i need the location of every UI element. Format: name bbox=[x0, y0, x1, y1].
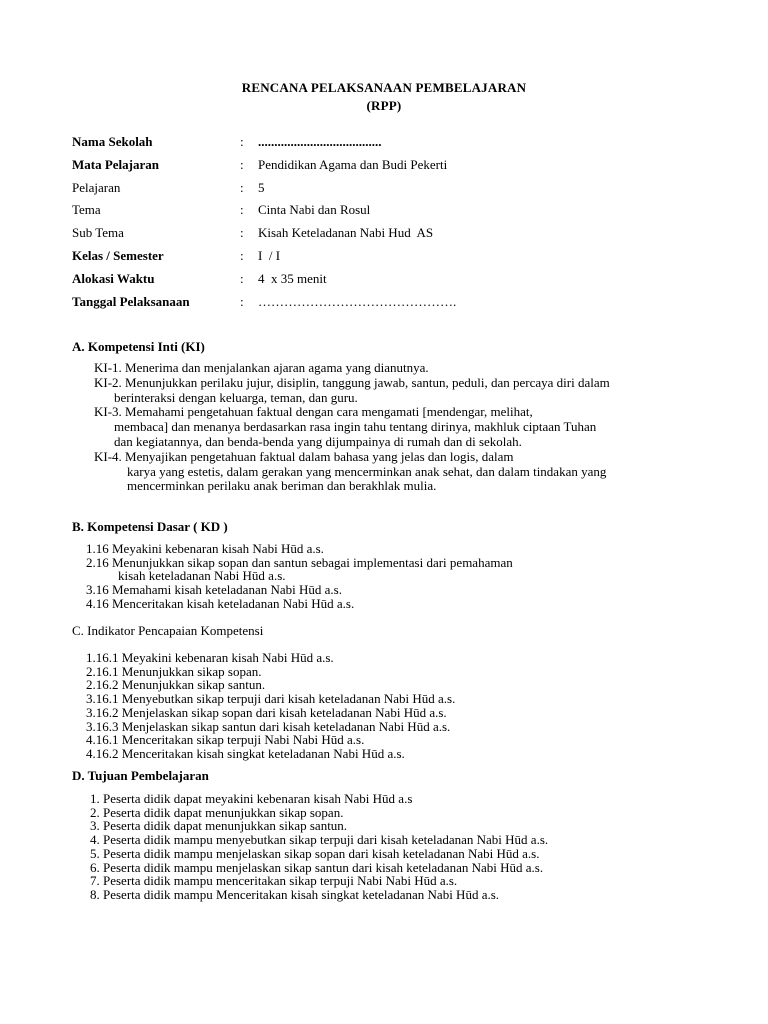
section-heading-kd: B. Kompetensi Dasar ( KD ) bbox=[72, 519, 228, 534]
list-item: 6. Peserta didik mampu menjelaskan sikap santun dari kisah keteladanan Nabi Hūd a.s. bbox=[90, 859, 544, 875]
info-colon: : bbox=[240, 202, 244, 218]
ki-list bbox=[94, 361, 698, 494]
info-label: Nama Sekolah bbox=[72, 134, 153, 149]
list-item: 5. Peserta didik mampu menjelaskan sikap sopan dari kisah keteladanan Nabi Hūd a.s. bbox=[90, 845, 540, 861]
list-item: 4.16 Menceritakan kisah keteladanan Nabi Hūd a.s. bbox=[86, 595, 355, 611]
list-item: 7. Peserta didik mampu menceritakan sikap terpuji Nabi Nabi Hūd a.s. bbox=[90, 873, 458, 889]
ki-item bbox=[94, 361, 698, 376]
info-colon: : bbox=[240, 247, 244, 263]
list-item: 3. Peserta didik dapat menunjukkan sikap santun. bbox=[90, 818, 348, 834]
info-label: Kelas / Semester bbox=[72, 247, 164, 263]
list-item: 1.16.1 Meyakini kebenaran kisah Nabi Hūd a.s. bbox=[86, 650, 334, 665]
info-value: ………………………………………. bbox=[258, 293, 457, 309]
identity-table bbox=[72, 133, 712, 315]
section-heading-ipk: C. Indikator Pencapaian Kompetensi bbox=[72, 623, 264, 638]
list-item: 1. Peserta didik dapat meyakini kebenaran kisah Nabi Hūd a.s bbox=[90, 791, 413, 806]
ki-text: KI-3. Memahami pengetahuan faktual dengan cara mengamati [mendengar, melihat, bbox=[94, 404, 533, 420]
ki-text-cont: membaca] dan menanya berdasarkan rasa ingin tahu tentang dirinya, makhluk ciptaan Tuhan bbox=[114, 419, 597, 435]
info-row bbox=[72, 179, 712, 202]
list-item: 1.16 Meyakini kebenaran kisah Nabi Hūd a.s. bbox=[86, 541, 324, 556]
list-item: 2.16 Menunjukkan sikap sopan dan santun sebagai implementasi dari pemahaman bbox=[86, 554, 513, 570]
list-item: 4. Peserta didik mampu menyebutkan sikap terpuji dari kisah keteladanan Nabi Hūd a.s. bbox=[90, 832, 549, 848]
info-label: Pelajaran bbox=[72, 179, 121, 195]
ki-item bbox=[94, 376, 698, 406]
info-value: Pendidikan Agama dan Budi Pekerti bbox=[258, 156, 448, 172]
info-label: Tema bbox=[72, 202, 101, 218]
info-colon: : bbox=[240, 270, 244, 286]
list-item: 2.16.1 Menunjukkan sikap sopan. bbox=[86, 663, 262, 679]
info-row bbox=[72, 293, 712, 316]
list-item: 3.16.2 Menjelaskan sikap sopan dari kisah keteladanan Nabi Hūd a.s. bbox=[86, 704, 447, 720]
info-row bbox=[72, 133, 712, 156]
info-value: Kisah Keteladanan Nabi Hud AS bbox=[258, 225, 434, 241]
ki-text-cont: mencerminkan perilaku anak beriman dan berakhlak mulia. bbox=[127, 478, 437, 494]
ki-text: KI-1. Menerima dan menjalankan ajaran agama yang dianutnya. bbox=[94, 360, 429, 375]
info-value: 5 bbox=[258, 179, 265, 195]
info-label: Mata Pelajaran bbox=[72, 156, 160, 172]
list-item: 3.16.3 Menjelaskan sikap santun dari kisah keteladanan Nabi Hūd a.s. bbox=[86, 718, 451, 734]
list-item: kisah keteladanan Nabi Hūd a.s. bbox=[118, 568, 286, 584]
info-colon: : bbox=[240, 179, 244, 195]
kd-list bbox=[86, 542, 726, 611]
section-heading-tujuan: D. Tujuan Pembelajaran bbox=[72, 768, 209, 783]
info-label: Alokasi Waktu bbox=[72, 270, 155, 286]
list-item: 8. Peserta didik mampu Menceritakan kisah singkat keteladanan Nabi Hūd a.s. bbox=[90, 886, 500, 902]
list-item: 3.16 Memahami kisah keteladanan Nabi Hūd a.s. bbox=[86, 582, 342, 598]
info-colon: : bbox=[240, 293, 244, 309]
info-label: Tanggal Pelaksanaan bbox=[72, 293, 190, 309]
document-title: RENCANA PELAKSANAAN PEMBELAJARAN bbox=[241, 80, 527, 95]
list-item: 2.16.2 Menunjukkan sikap santun. bbox=[86, 677, 266, 693]
ki-text-cont: berinteraksi dengan keluarga, teman, dan guru. bbox=[114, 389, 358, 405]
info-colon: : bbox=[240, 225, 244, 241]
tujuan-list bbox=[90, 792, 730, 902]
info-value: ...................................... bbox=[258, 134, 382, 149]
section-heading-ki: A. Kompetensi Inti (KI) bbox=[72, 339, 205, 354]
list-item: 2. Peserta didik dapat menunjukkan sikap sopan. bbox=[90, 804, 344, 820]
list-item: 4.16.2 Menceritakan kisah singkat keteladanan Nabi Hūd a.s. bbox=[86, 745, 405, 761]
list-item: 4.16.1 Menceritakan sikap terpuji Nabi Nabi Hūd a.s. bbox=[86, 732, 365, 748]
info-colon: : bbox=[240, 156, 244, 172]
list-item: 3.16.1 Menyebutkan sikap terpuji dari kisah keteladanan Nabi Hūd a.s. bbox=[86, 691, 456, 707]
info-row bbox=[72, 247, 712, 270]
info-value: 4 x 35 menit bbox=[258, 270, 327, 286]
info-value: I / I bbox=[258, 247, 281, 263]
info-label: Sub Tema bbox=[72, 225, 124, 241]
ki-item bbox=[94, 405, 698, 449]
ki-text-cont: karya yang estetis, dalam gerakan yang mencerminkan anak sehat, dan dalam tindakan yang bbox=[127, 463, 607, 479]
ki-text: KI-4. Menyajikan pengetahuan faktual dalam bahasa yang jelas dan logis, dalam bbox=[94, 448, 514, 464]
ki-item bbox=[94, 450, 698, 494]
ipk-list bbox=[86, 651, 726, 761]
info-row bbox=[72, 270, 712, 293]
info-row bbox=[72, 224, 712, 247]
info-colon: : bbox=[240, 134, 244, 149]
ki-text: KI-2. Menunjukkan perilaku jujur, disiplin, tanggung jawab, santun, peduli, dan percaya diri dalam bbox=[94, 374, 610, 390]
ki-text-cont: dan kegiatannya, dan benda-benda yang dijumpainya di rumah dan di sekolah. bbox=[114, 433, 522, 449]
document-subtitle: (RPP) bbox=[366, 98, 402, 113]
info-value: Cinta Nabi dan Rosul bbox=[258, 202, 371, 218]
info-row bbox=[72, 156, 712, 179]
info-row bbox=[72, 201, 712, 224]
